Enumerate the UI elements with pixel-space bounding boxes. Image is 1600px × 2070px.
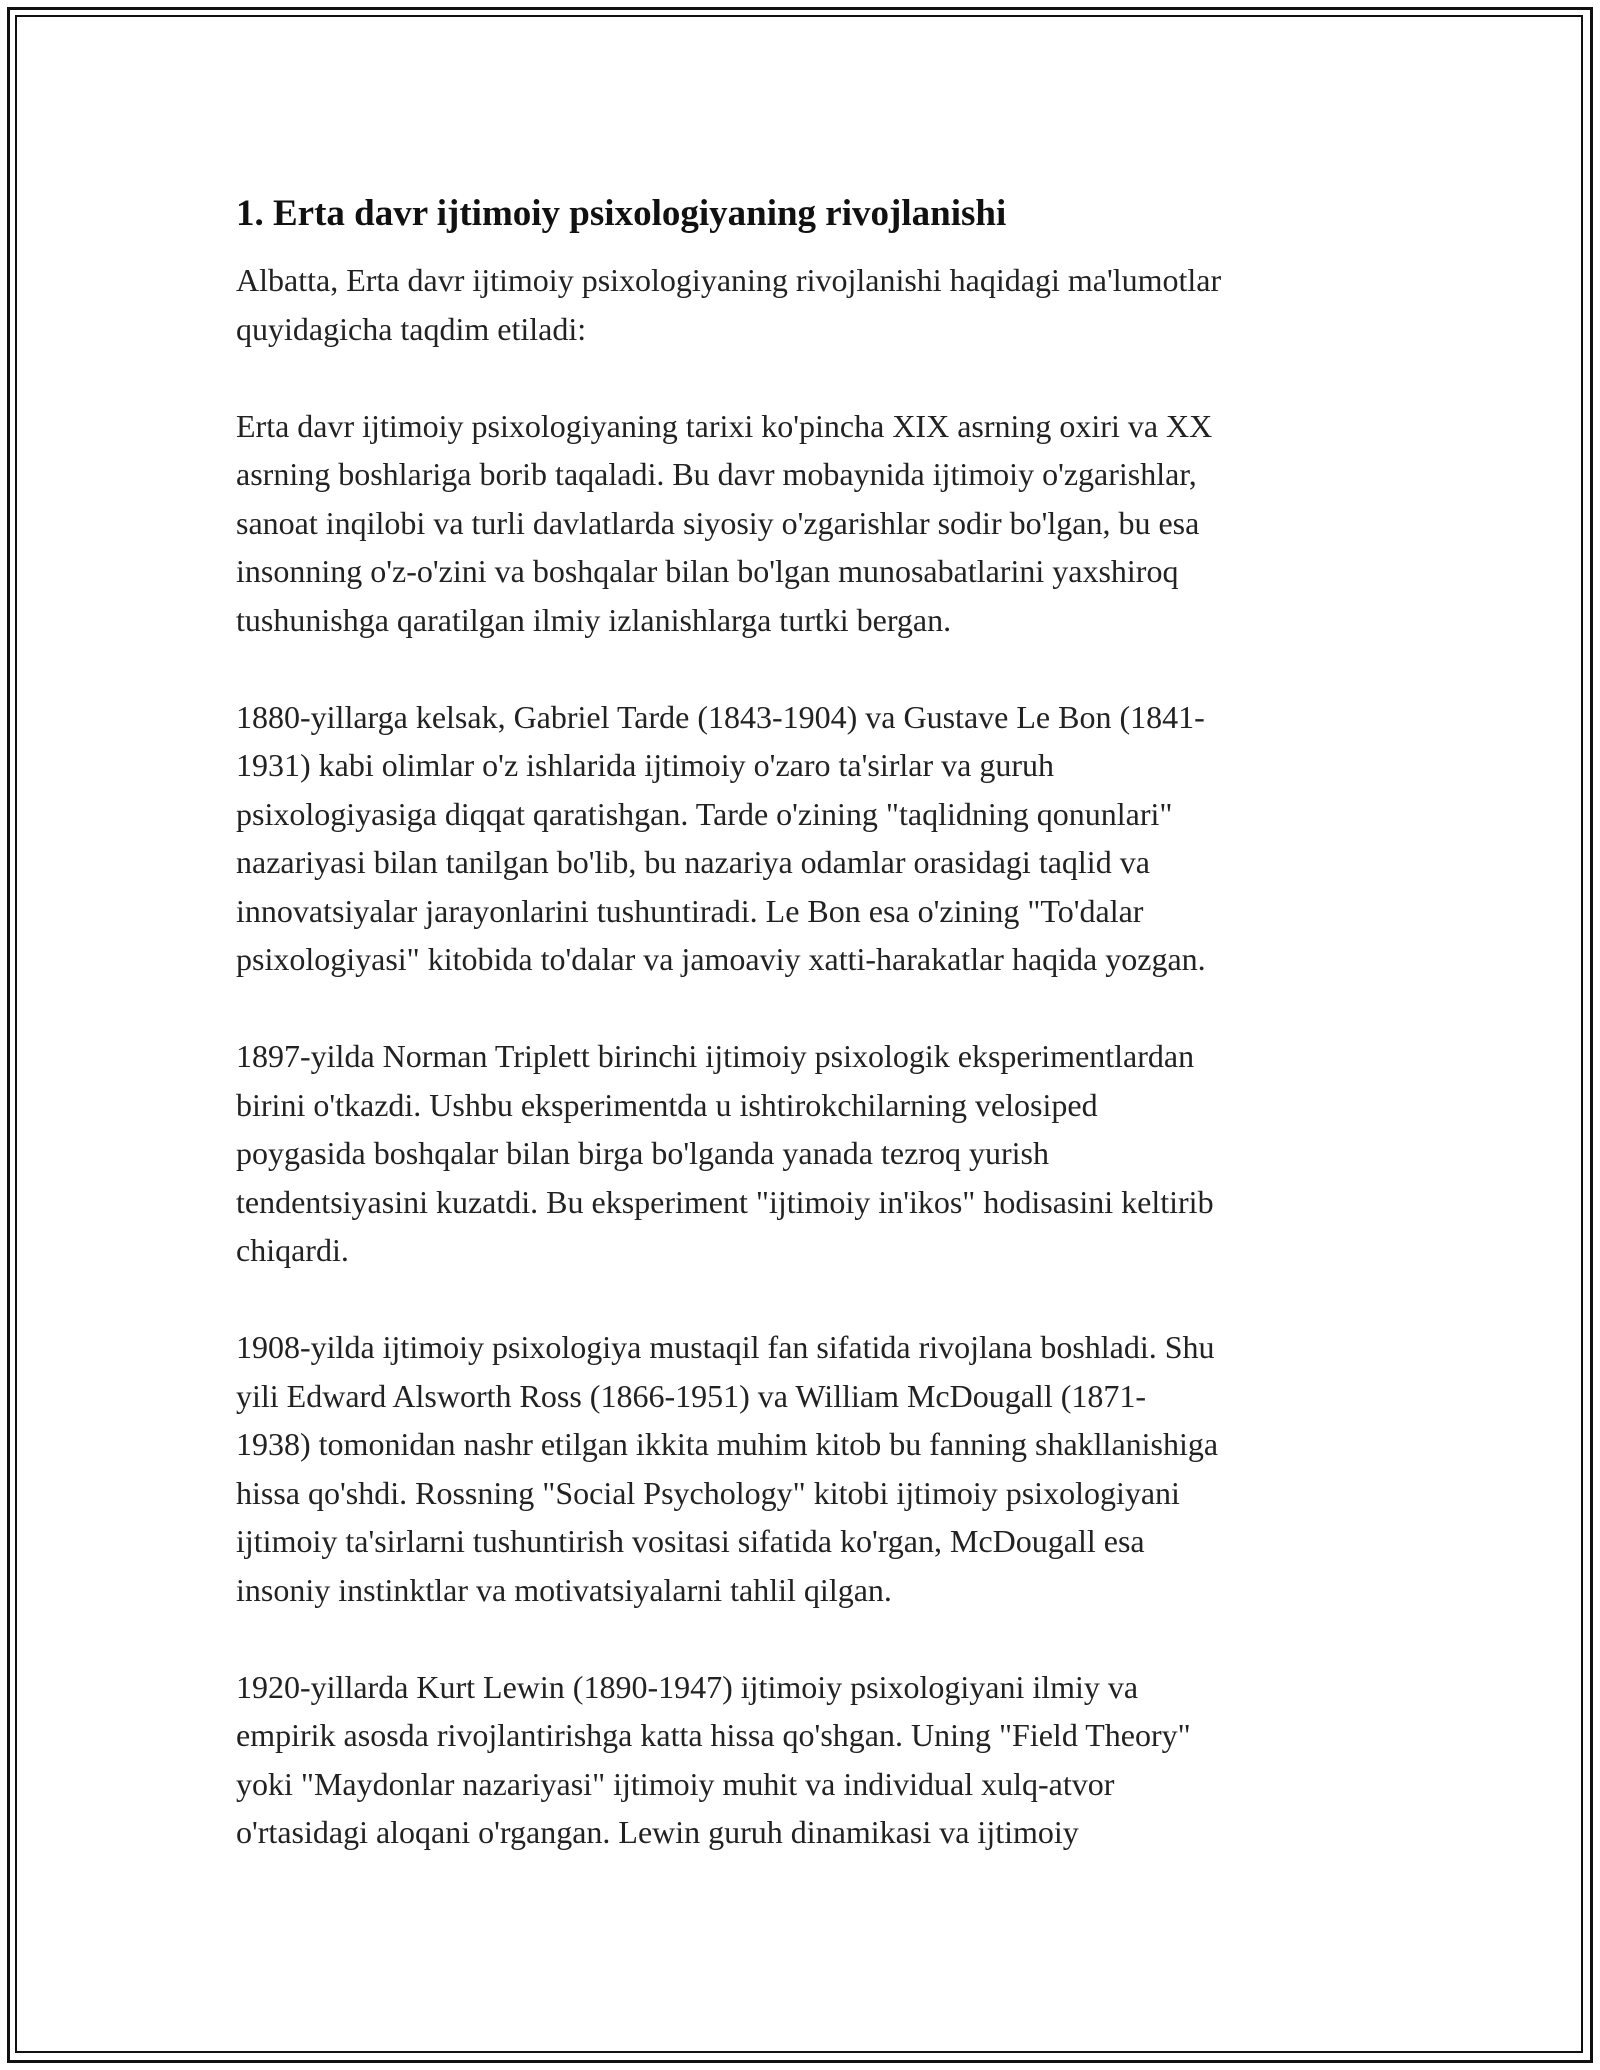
paragraph-history: Erta davr ijtimoiy psixologiyaning tarixi ko'pincha XIX asrning oxiri va XX asrning boshlariga borib taqaladi. Bu davr mobaynida ijtimoiy o'zgarishlar, sanoat inqilobi va turli davlatlarda siyosiy o'zgarishlar sodir bo'lgan, bu esa insonning o'z-o'zini va boshqalar bilan bo'lgan munosabatlarini yaxshiroq tushunishga qaratilgan ilmiy izlanishlarga turtki bergan. bbox=[236, 407, 1213, 638]
paragraph-1920s: 1920-yillarda Kurt Lewin (1890-1947) ijtimoiy psixologiyani ilmiy va empirik asosda rivojlantirishga katta hissa qo'shgan. Uning "Field Theory" yoki "Maydonlar nazariyasi" ijtimoiy muhit va individual xulq-atvor o'rtasidagi aloqani o'rgangan. Lewin guruh dinamikasi va ijtimoiy bbox=[236, 1668, 1191, 1850]
paragraph-1908: 1908-yilda ijtimoiy psixologiya mustaqil fan sifatida rivojlana boshladi. Shu yili Edward Alsworth Ross (1866-1951) va William McDougall (1871- 1938) tomonidan nashr etilgan ikkita muhim kitob bu fanning shakllanishiga hissa qo'shdi. Rossning "Social Psychology" kitobi ijtimoiy psixologiyani ijtimoiy ta'sirlarni tushuntirish vositasi sifatida ko'rgan, McDougall esa insoniy instinktlar va motivatsiyalarni tahlil qilgan. bbox=[236, 1329, 1219, 1608]
paragraph-intro: Albatta, Erta davr ijtimoiy psixologiyaning rivojlanishi haqidagi ma'lumotlar quyidagicha taqdim etiladi: bbox=[236, 262, 1222, 347]
paragraph-1897: 1897-yilda Norman Triplett birinchi ijtimoiy psixologik eksperimentlardan birini o'tkazdi. Ushbu eksperimentda u ishtirokchilarning velosiped poygasida boshqalar bilan birga bo'lganda yanada tezroq yurish tendentsiyasini kuzatdi. Bu eksperiment "ijtimoiy in'ikos" hodisasini keltirib chiqardi. bbox=[236, 1038, 1214, 1268]
document-body bbox=[236, 186, 1366, 1905]
section-heading: 1. Erta davr ijtimoiy psixologiyaning rivojlanishi bbox=[236, 193, 1007, 234]
paragraph-1880s: 1880-yillarga kelsak, Gabriel Tarde (1843-1904) va Gustave Le Bon (1841- 1931) kabi olimlar o'z ishlarida ijtimoiy o'zaro ta'sirlar va guruh psixologiyasiga diqqat qaratishgan. Tarde o'zining "taqlidning qonunlari" nazariyasi bilan tanilgan bo'lib, bu nazariya odamlar orasidagi taqlid va innovatsiyalar jarayonlarini tushuntiradi. Le Bon esa o'zining "To'dalar psixologiyasi" kitobida to'dalar va jamoaviy xatti-harakatlar haqida yozgan. bbox=[236, 698, 1206, 977]
